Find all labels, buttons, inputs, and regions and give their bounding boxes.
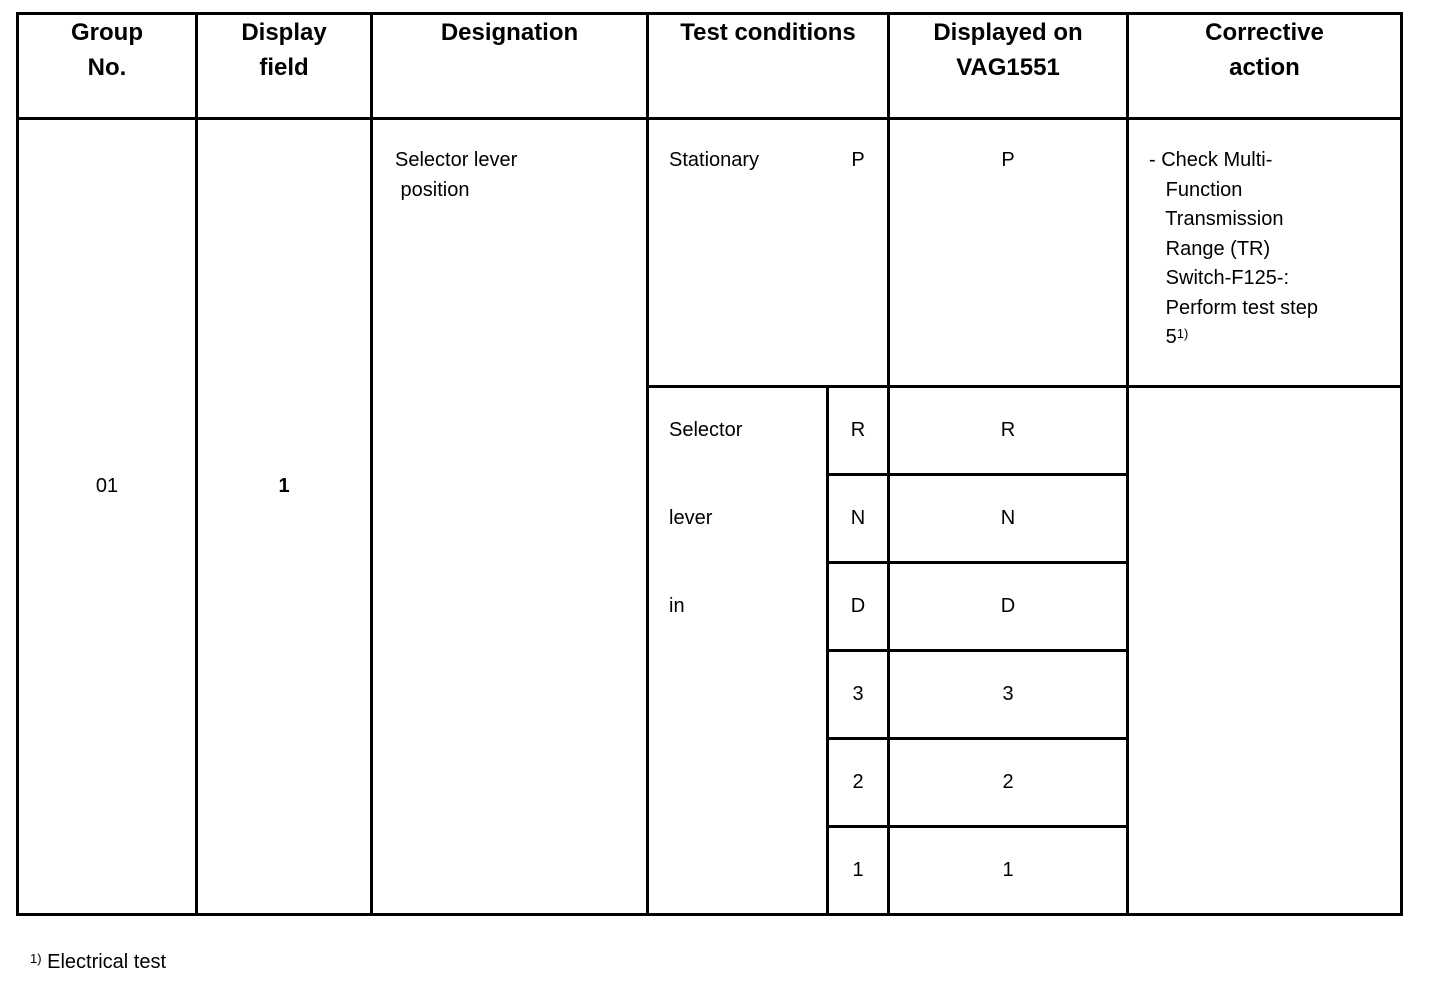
stationary-displayed: P bbox=[1001, 149, 1015, 171]
header-bottom-border bbox=[16, 117, 1403, 120]
col-divider-sub bbox=[826, 385, 829, 916]
selector-word-2: lever bbox=[669, 507, 713, 529]
displayed-n: N bbox=[1000, 507, 1016, 529]
stationary-position: P bbox=[851, 149, 865, 171]
header-designation: Designation bbox=[440, 19, 579, 46]
col-divider-1 bbox=[195, 12, 198, 916]
table-right-border bbox=[1400, 12, 1403, 916]
pos-divider-3 bbox=[826, 649, 1128, 652]
position-1: 1 bbox=[852, 859, 864, 881]
header-group-no: Group No. bbox=[71, 19, 143, 81]
displayed-1: 1 bbox=[1002, 859, 1014, 881]
position-3: 3 bbox=[852, 683, 864, 705]
display-field-number: 1 bbox=[278, 475, 290, 497]
designation-text: Selector lever position bbox=[395, 149, 518, 201]
displayed-2: 2 bbox=[1002, 771, 1014, 793]
pos-divider-2 bbox=[826, 561, 1128, 564]
col-divider-5 bbox=[1126, 12, 1129, 916]
position-2: 2 bbox=[852, 771, 864, 793]
footnote-marker: 1) bbox=[30, 951, 42, 966]
position-r: R bbox=[850, 419, 866, 441]
corrective-action-text bbox=[1149, 146, 1318, 353]
col-divider-3 bbox=[646, 12, 649, 916]
footnote-ref: 1) bbox=[1176, 326, 1189, 341]
table-bottom-border bbox=[16, 913, 1403, 916]
table-left-border bbox=[16, 12, 19, 916]
displayed-r: R bbox=[1000, 419, 1016, 441]
pos-divider-1 bbox=[826, 473, 1128, 476]
pos-divider-5 bbox=[826, 825, 1128, 828]
footnote-text: Electrical test bbox=[41, 951, 167, 973]
selector-word-3: in bbox=[669, 595, 685, 617]
header-displayed-on: Displayed on VAG1551 bbox=[933, 19, 1083, 81]
displayed-d: D bbox=[1000, 595, 1016, 617]
corrective-action-body: - Check Multi- Function Transmission Range (TR) Switch-F125-: Perform test step 5 bbox=[1149, 149, 1318, 348]
header-corrective-action: Corrective action bbox=[1205, 19, 1324, 81]
displayed-3: 3 bbox=[1002, 683, 1014, 705]
pos-divider-4 bbox=[826, 737, 1128, 740]
stationary-row-border bbox=[646, 385, 1403, 388]
header-display-field: Display field bbox=[241, 19, 327, 81]
group-number: 01 bbox=[95, 475, 119, 497]
selector-word-1: Selector bbox=[669, 419, 743, 441]
header-test-conditions: Test conditions bbox=[680, 19, 856, 46]
position-d: D bbox=[850, 595, 866, 617]
position-n: N bbox=[850, 507, 866, 529]
footnote bbox=[30, 948, 166, 978]
stationary-label: Stationary bbox=[669, 149, 760, 171]
col-divider-2 bbox=[370, 12, 373, 916]
